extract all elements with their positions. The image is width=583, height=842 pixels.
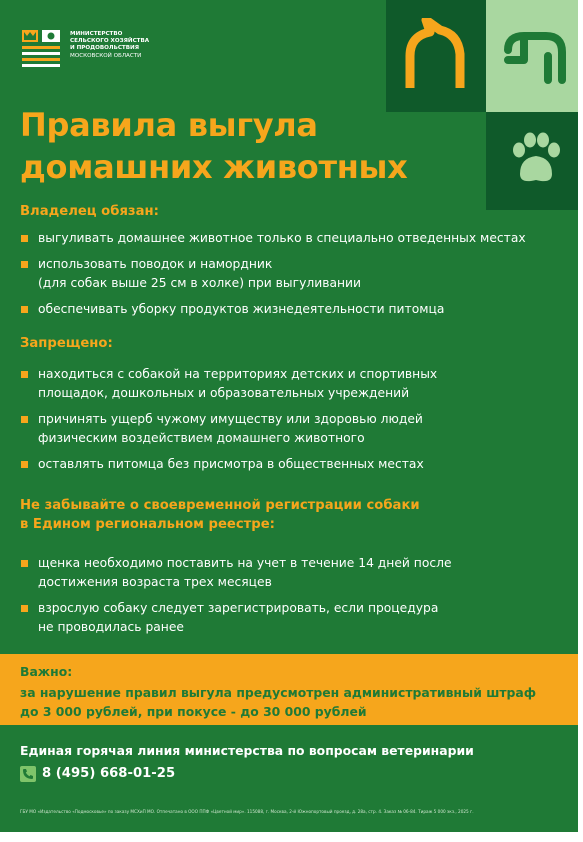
important-banner <box>0 654 578 725</box>
page-margin <box>0 832 583 842</box>
owner-list <box>20 229 565 326</box>
org-line-4: МОСКОВСКОЙ ОБЛАСТИ <box>70 52 142 59</box>
list-item: оставлять питомца без присмотра в общественных местах <box>20 455 565 474</box>
org-line-2: СЕЛЬСКОГО ХОЗЯЙСТВА <box>70 38 150 45</box>
paw-icon <box>506 132 566 192</box>
forbidden-list <box>20 365 565 481</box>
org-line-3: И ПРОДОВОЛЬСТВИЯ <box>70 45 140 52</box>
paw-tile <box>486 112 578 210</box>
dog-tile <box>486 0 578 112</box>
important-line-2: до 3 000 рублей, при покусе - до 30 000 рублей <box>20 704 367 719</box>
hotline-phone[interactable]: 8 (495) 668-01-25 <box>42 766 176 781</box>
forbidden-heading: Запрещено: <box>20 336 113 351</box>
cat-tile <box>386 0 486 112</box>
list-item: щенка необходимо поставить на учет в течение 14 дней после достижения возраста трех месяцев <box>20 554 565 592</box>
title-line-1: Правила выгула <box>20 106 318 144</box>
registration-list <box>20 554 565 644</box>
page-title <box>20 104 408 188</box>
org-line-1: МИНИСТЕРСТВО <box>70 31 123 37</box>
list-item: причинять ущерб чужому имуществу или здоровью людей физическим воздействием домашнего животного <box>20 410 565 448</box>
list-item: взрослую собаку следует зарегистрировать, если процедура не проводилась ранее <box>20 599 565 637</box>
hotline-label: Единая горячая линия министерства по вопросам ветеринарии <box>20 743 474 758</box>
ministry-name <box>70 31 190 60</box>
title-line-2: домашних животных <box>20 148 408 186</box>
ministry-logo-icon <box>20 28 64 72</box>
important-label: Важно: <box>20 664 73 679</box>
list-item: находиться с собакой на территориях детских и спортивных площадок, дошкольных и образовательных учреждений <box>20 365 565 403</box>
important-line-1: за нарушение правил выгула предусмотрен административный штраф <box>20 685 537 700</box>
print-info: ГБУ МО «Издательство «Подмосковье» по заказу МСХиП МО. Отпечатано в ООО ППФ «Цветной мир». 115088, г. Москва, 2-й Южнопортовый проезд, д. 28а, стр. 4. Заказ № 06-84. Тираж 5 000 экз., 2025 г. <box>20 809 474 814</box>
registration-heading: Не забывайте о своевременной регистрации собаки в Едином региональном реестре: <box>20 498 420 532</box>
dog-icon <box>502 30 568 86</box>
cat-icon <box>400 18 474 92</box>
list-item: обеспечивать уборку продуктов жизнедеятельности питомца <box>20 300 565 319</box>
ministry-logo <box>20 28 170 72</box>
list-item: использовать поводок и намордник (для собак выше 25 см в холке) при выгуливании <box>20 255 565 293</box>
owner-heading: Владелец обязан: <box>20 204 159 219</box>
list-item: выгуливать домашнее животное только в специально отведенных местах <box>20 229 565 248</box>
phone-icon <box>20 766 36 782</box>
